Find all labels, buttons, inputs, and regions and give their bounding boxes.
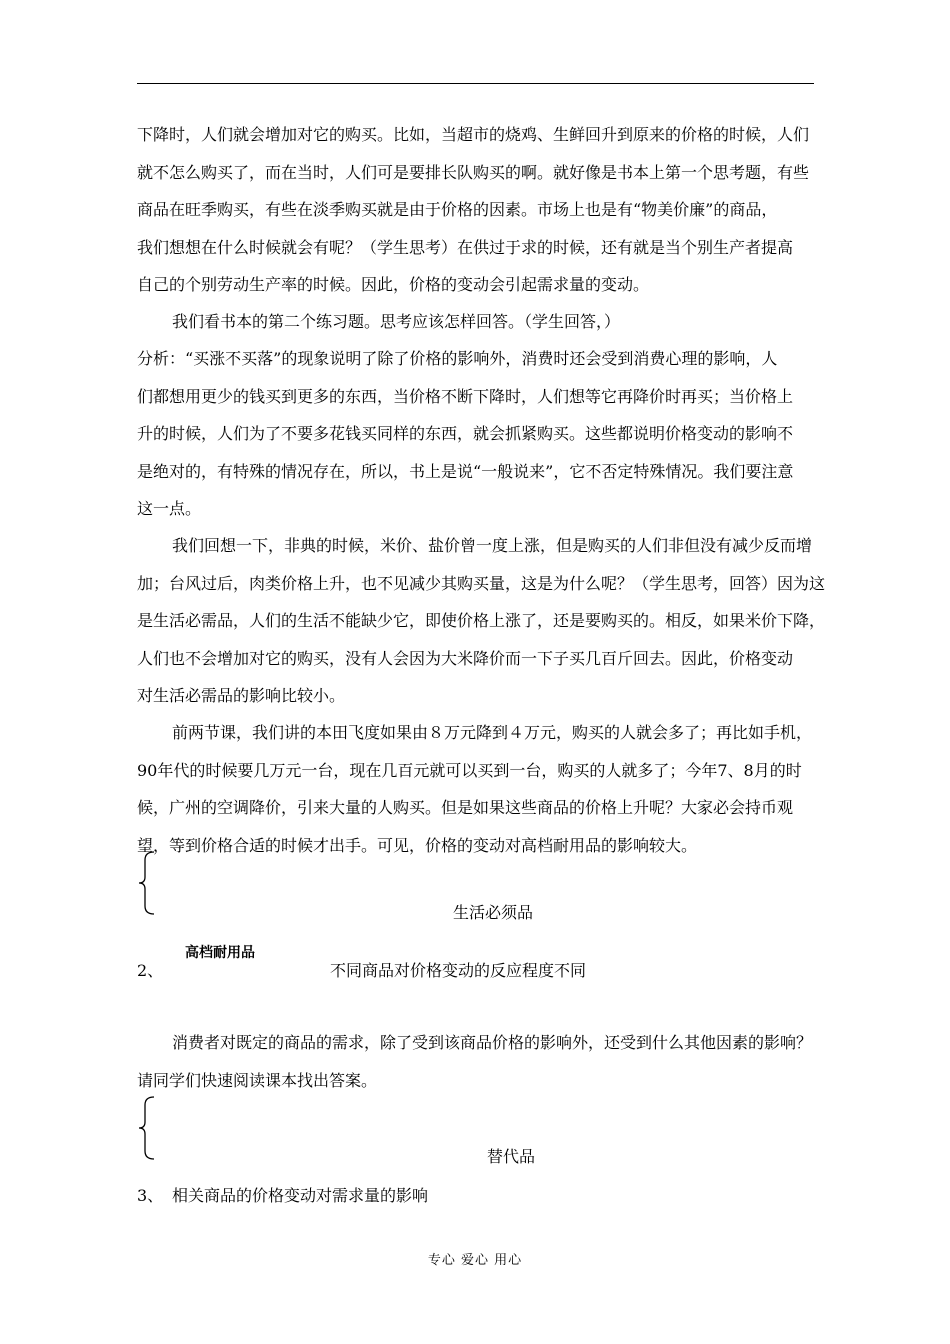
text-line: 我们回想一下，非典的时候，米价、盐价曾一度上涨，但是购买的人们非但没有减少反而增 (172, 536, 813, 555)
text-line: 对生活必需品的影响比较小。 (137, 686, 346, 705)
paragraph-4 (137, 527, 826, 715)
text-line: 升的时候，人们为了不要多花钱买同样的东西，就会抓紧购买。这些都说明价格变动的影响不 (137, 424, 794, 443)
text-line: 消费者对既定的商品的需求，除了受到该商品价格的影响外，还受到什么其他因素的影响？ (172, 1033, 813, 1052)
item-durable-goods: 高档耐用品 (185, 945, 255, 961)
brace-icon (136, 850, 158, 916)
text-line: 这一点。 (137, 499, 202, 518)
text-line: 人们也不会增加对它的购买，没有人会因为大米降价而一下子买几百斤回去。因此，价格变动 (137, 648, 794, 668)
page-footer: 专心 爱心 用心 (427, 1253, 523, 1268)
text-line: 是绝对的，有特殊的情况存在，所以，书上是说“一般说来”，它不否定特殊情况。我们要注意 (137, 461, 794, 481)
item-necessities: 生活必须品 (453, 903, 534, 922)
text-line: 是生活必需品，人们的生活不能缺少它，即使价格上涨了，还是要购买的。相反，如果米价下降， (137, 611, 826, 630)
paragraph-6 (137, 1024, 817, 1099)
text-line: 候，广州的空调降价，引来大量的人购买。但是如果这些商品的价格上升呢？大家必会持币观 (137, 798, 794, 817)
text-line: 请同学们快速阅读课本找出答案。 (137, 1070, 378, 1090)
paragraph-5 (137, 714, 817, 864)
text-line: 望，等到价格合适的时候才出手。可见，价格的变动对高档耐用品的影响较大。 (137, 835, 698, 855)
paragraph-1 (137, 116, 817, 304)
section-heading-2: 不同商品对价格变动的反应程度不同 (330, 961, 587, 980)
text-line: 我们看书本的第二个练习题。思考应该怎样回答。（学生回答，） (172, 312, 621, 331)
text-line: 自己的个别劳动生产率的时候。因此，价格的变动会引起需求量的变动。 (137, 275, 650, 294)
section-number-3: 3、 (137, 1186, 164, 1205)
paragraph-3-analysis (137, 340, 817, 528)
paragraph-2 (137, 303, 852, 341)
text-line: 前两节课，我们讲的本田飞度如果由８万元降到４万元，购买的人就会多了；再比如手机， (172, 723, 813, 742)
text-line: 加；台风过后，肉类价格上升，也不见减少其购买量，这是为什么呢？（学生思考，回答）因为这 (137, 573, 826, 593)
brace-icon (136, 1095, 158, 1161)
section-heading-3: 相关商品的价格变动对需求量的影响 (172, 1186, 429, 1205)
header-rule (137, 83, 814, 84)
item-substitutes: 替代品 (487, 1147, 536, 1166)
text-line: 下降时，人们就会增加对它的购买。比如，当超市的烧鸡、生鲜回升到原来的价格的时候，人们 (137, 125, 810, 144)
section-number-2: 2、 (137, 961, 164, 980)
text-line: 就不怎么购买了，而在当时，人们可是要排长队购买的啊。就好像是书本上第一个思考题，有些 (137, 162, 810, 182)
text-line: 分析：“买涨不买落”的现象说明了除了价格的影响外，消费时还会受到消费心理的影响，人 (137, 349, 778, 368)
text-line: 我们想想在什么时候就会有呢？（学生思考）在供过于求的时候，还有就是当个别生产者提高 (137, 237, 794, 257)
text-line: 90年代的时候要几万元一台，现在几百元就可以买到一台，购买的人就多了；今年7、8月的时 (137, 760, 802, 780)
text-line: 商品在旺季购买，有些在淡季购买就是由于价格的因素。市场上也是有“物美价廉”的商品， (137, 200, 778, 219)
text-line: 们都想用更少的钱买到更多的东西，当价格不断下降时，人们想等它再降价时再买；当价格上 (137, 386, 794, 406)
